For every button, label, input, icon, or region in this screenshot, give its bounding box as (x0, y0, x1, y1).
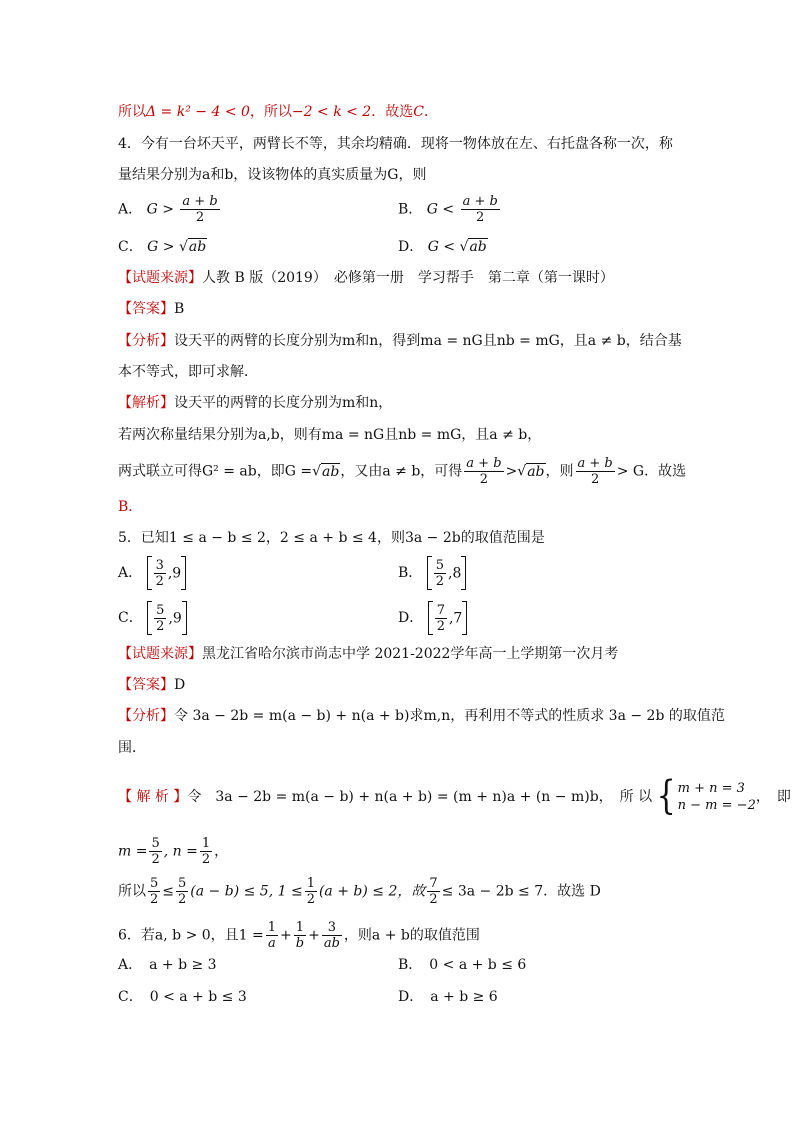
analysis-text: 设天平的两臂的长度分别为m和n，得到ma = nG且nb = mG，且a ≠ b，结合基 (174, 333, 682, 349)
text: > G．故选 (616, 463, 687, 480)
right-bracket-icon (182, 601, 187, 635)
math: G < (426, 201, 455, 218)
answer-tag: 【答案】 (118, 677, 174, 693)
q5-solution-line2 (118, 836, 228, 867)
q4-option-b (398, 194, 502, 225)
analysis-tag: 【分析】 (118, 708, 174, 724)
math: G > (146, 201, 174, 218)
option-label: B． (398, 201, 423, 218)
option-label: A． (118, 565, 143, 581)
sqrt-icon: √ (517, 463, 527, 480)
right-bracket-icon (462, 601, 467, 635)
option-label: A． (118, 201, 143, 218)
denominator: 2 (156, 618, 165, 634)
numerator: 5 (178, 876, 187, 891)
text: 6．若a, b > 0，且1 = (118, 927, 264, 944)
text: ,9 (168, 610, 182, 626)
q5-option-c (118, 601, 187, 635)
text: 所以 (118, 104, 146, 120)
q6-option-a: A． a + b ≥ 3 (118, 957, 217, 973)
denominator: 2 (429, 892, 438, 907)
q4-option-c (118, 237, 207, 257)
text: ,9 (167, 565, 182, 581)
denominator: 2 (306, 892, 315, 907)
q4-stem-line2: 量结果分别为a和b，设该物体的真实质量为G，则 (118, 167, 427, 183)
equation-system (678, 780, 756, 814)
q5-option-b (398, 556, 466, 590)
q5-analysis-line2: 围． (118, 740, 146, 756)
fraction (266, 920, 278, 951)
text: ． (423, 104, 438, 120)
numerator: 5 (156, 602, 165, 618)
fraction (200, 836, 212, 867)
text: ， (214, 843, 229, 860)
fraction (305, 876, 317, 907)
math: (a − b) ≤ 5, 1 ≤ (190, 883, 303, 900)
text: + (308, 927, 320, 944)
denominator: 2 (151, 852, 160, 867)
text: ，则 (545, 463, 574, 480)
text: ≤ (162, 883, 175, 900)
q5-stem: 5．已知1 ≤ a − b ≤ 2，2 ≤ a + b ≤ 4，则3a − 2b的取值范围是 (118, 530, 545, 546)
text: + (280, 927, 292, 944)
analysis-text: 令 3a − 2b = m(a − b) + n(a + b)求m,n，再利用不等式的性质求 3a − 2b 的取值范 (174, 708, 725, 724)
fraction (149, 836, 161, 867)
numerator: 5 (151, 836, 160, 851)
denominator: 2 (201, 852, 211, 867)
fraction (154, 558, 166, 589)
q5-answer (118, 675, 185, 695)
numerator: a + b (462, 194, 498, 209)
solution-tag: 【解析】 (118, 395, 174, 411)
text: ，所以 (249, 104, 292, 120)
q4-solution-line1 (118, 393, 392, 413)
text: ,7 (448, 610, 463, 626)
math: (a + b) ≤ 2，故 (318, 883, 426, 900)
math: −2 < k < 2 (291, 104, 372, 120)
q4-answer (118, 299, 184, 319)
source-text: 黑龙江省哈尔滨市尚志中学 2021-2022学年高一上学期第一次月考 (202, 646, 619, 662)
q6-stem (118, 920, 480, 951)
q3-conclusion-line (118, 102, 438, 122)
q6-option-b: B． 0 < a + b ≤ 6 (398, 957, 527, 973)
text: > (505, 463, 518, 480)
numerator: 1 (294, 920, 306, 936)
denominator: 2 (479, 472, 489, 487)
denominator: 2 (150, 892, 159, 907)
denominator: 2 (435, 573, 445, 589)
fraction (435, 603, 447, 634)
numerator: 1 (306, 876, 315, 891)
denominator: 2 (155, 573, 164, 589)
answer-text: D (174, 677, 186, 693)
text: 所以 (118, 883, 146, 900)
denominator: 2 (436, 618, 445, 634)
fraction (461, 194, 500, 225)
fraction (176, 876, 188, 907)
numerator: 1 (201, 836, 211, 851)
option-label: D． (398, 239, 424, 255)
source-tag: 【试题来源】 (118, 270, 202, 286)
math: Δ = k² − 4 < 0 (146, 104, 250, 120)
text: 两式联立可得G² = ab，即G = (118, 463, 313, 480)
math: , n = (163, 843, 198, 860)
q4-analysis-line1 (118, 331, 682, 351)
math: m = (118, 843, 148, 860)
q4-option-d (398, 237, 488, 257)
q5-source (118, 644, 618, 664)
numerator: a + b (182, 194, 218, 209)
numerator: a + b (466, 456, 502, 471)
radicand: ab (188, 239, 207, 255)
radicand: ab (322, 463, 340, 480)
sqrt-icon: √ (459, 239, 469, 255)
numerator: 3 (155, 557, 164, 573)
denominator: b (295, 936, 305, 951)
text: ,8 (448, 565, 462, 581)
numerator: 7 (436, 602, 445, 618)
answer-tag: 【答案】 (118, 301, 174, 317)
sqrt-icon: √ (179, 239, 188, 255)
solution-tag: 【 解 析 】 (118, 789, 188, 805)
q4-solution-line3 (118, 456, 686, 487)
radicand: ab (469, 239, 487, 255)
denominator: ab (323, 936, 340, 951)
source-tag: 【试题来源】 (118, 646, 202, 662)
text: ．故选 (371, 104, 414, 120)
equation: n − m = −2 (677, 798, 756, 813)
q4-stem-line1: 4．今有一台坏天平，两臂长不等，其余均精确．现将一物体放在左、右托盘各称一次，称 (118, 136, 673, 152)
option-label: D． (398, 610, 424, 626)
denominator: a (268, 936, 276, 951)
numerator: 1 (267, 920, 277, 935)
option-label: B． (398, 565, 423, 581)
math: G > (147, 239, 175, 255)
math: G < (427, 239, 456, 255)
q4-solution-line2: 若两次称量结果分别为a,b，则有ma = nG且nb = mG，且a ≠ b， (118, 427, 542, 443)
numerator: 3 (322, 920, 342, 936)
text: ，则a + b的取值范围 (343, 927, 480, 944)
equation: m + n = 3 (677, 781, 745, 796)
option-label: C． (118, 239, 143, 255)
radicand: ab (527, 463, 545, 480)
numerator: 5 (150, 876, 159, 891)
numerator: a + b (577, 456, 613, 471)
q6-option-c: C． 0 < a + b ≤ 3 (118, 989, 247, 1005)
text: ， 即 (755, 789, 791, 805)
brace-icon: { (656, 773, 676, 820)
choice: C (413, 104, 424, 120)
option-label: C． (118, 610, 143, 626)
solution-text: 设天平的两臂的长度分别为m和n， (174, 395, 393, 411)
fraction (576, 456, 615, 487)
q5-solution-line1 (118, 773, 791, 820)
fraction (180, 194, 219, 225)
denominator: 2 (476, 210, 485, 225)
q6-option-d: D． a + b ≥ 6 (398, 989, 498, 1005)
solution-text: 令 3a − 2b = m(a − b) + n(a + b) = (m + n)a + (n − m)b， 所 以 (187, 789, 653, 805)
fraction (148, 876, 160, 907)
fraction (154, 603, 166, 634)
numerator: 5 (435, 557, 445, 573)
fraction (464, 456, 503, 487)
numerator: 7 (429, 876, 438, 891)
fraction (322, 920, 342, 951)
q4-solution-line4: B． (118, 499, 143, 515)
sqrt-icon: √ (312, 463, 322, 480)
q4-analysis-line2: 本不等式，即可求解． (118, 364, 258, 380)
denominator: 2 (195, 210, 205, 225)
fraction (427, 876, 439, 907)
right-bracket-icon (461, 556, 466, 590)
text: ，又由a ≠ b，可得 (340, 463, 463, 480)
analysis-tag: 【分析】 (118, 333, 174, 349)
right-bracket-icon (181, 556, 186, 590)
q4-source (118, 268, 614, 288)
text: ≤ 3a − 2b ≤ 7．故选 D (441, 883, 601, 900)
fraction (294, 920, 306, 951)
source-text: 人教 B 版（2019） 必修第一册 学习帮手 第二章（第一课时） (202, 270, 614, 286)
q4-option-a (118, 194, 222, 225)
answer-text: B (174, 301, 185, 317)
q5-analysis-line1 (118, 706, 725, 726)
q5-option-a (118, 556, 186, 590)
denominator: 2 (590, 472, 600, 487)
q5-option-d (398, 601, 467, 635)
q5-solution-line3 (118, 876, 601, 907)
fraction (434, 558, 446, 589)
denominator: 2 (178, 892, 187, 907)
